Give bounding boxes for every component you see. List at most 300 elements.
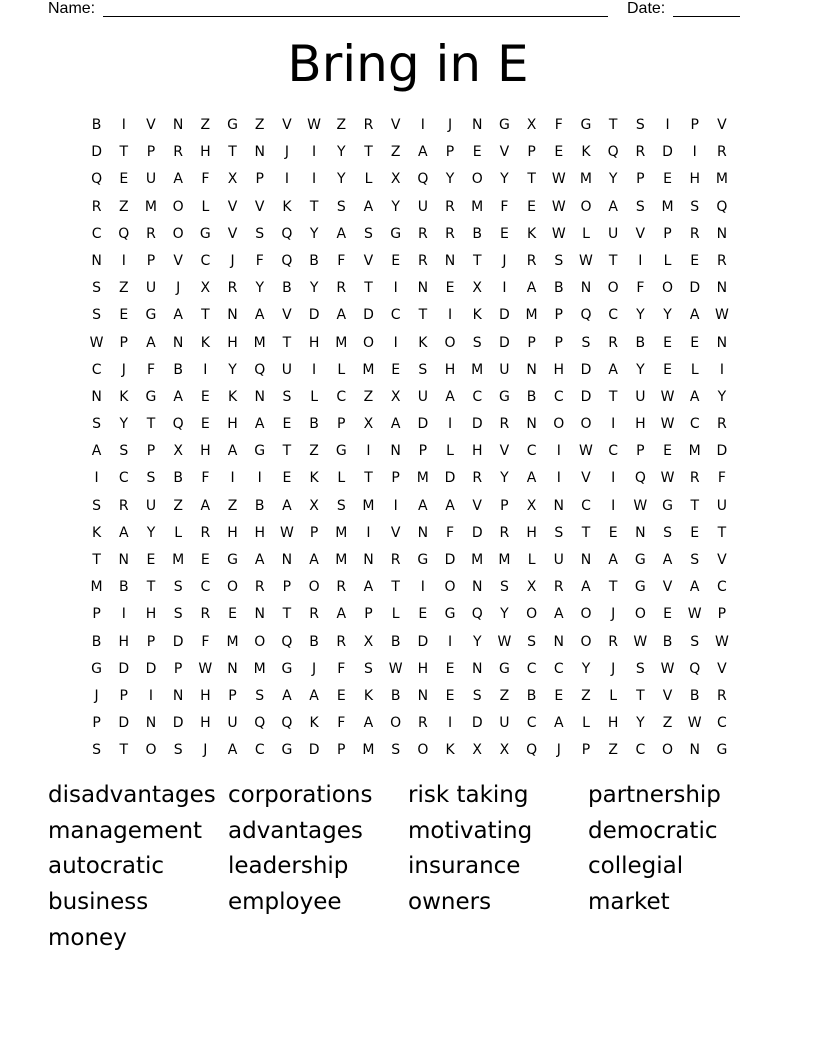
grid-letter[interactable]: R — [200, 524, 211, 541]
grid-letter[interactable]: S — [554, 252, 564, 269]
grid-letter[interactable]: G — [390, 225, 402, 242]
grid-letter[interactable]: I — [393, 497, 398, 514]
grid-letter[interactable]: B — [173, 470, 183, 487]
grid-letter[interactable]: S — [472, 687, 482, 704]
grid-letter[interactable]: S — [635, 198, 645, 215]
grid-letter[interactable]: Y — [472, 633, 482, 650]
grid-letter[interactable]: G — [498, 117, 510, 133]
grid-letter[interactable]: X — [526, 579, 537, 596]
grid-letter[interactable]: X — [363, 633, 374, 650]
grid-letter[interactable]: I — [148, 687, 154, 704]
grid-letter[interactable]: O — [580, 633, 592, 650]
grid-letter[interactable]: M — [661, 198, 674, 215]
grid-letter[interactable]: Q — [254, 361, 266, 378]
grid-letter[interactable]: Q — [689, 660, 701, 677]
grid-letter[interactable]: I — [638, 252, 643, 269]
grid-letter[interactable]: R — [553, 579, 564, 596]
grid-letter[interactable]: J — [502, 252, 507, 269]
grid-letter[interactable]: O — [607, 280, 619, 297]
grid-letter[interactable]: A — [581, 579, 591, 596]
grid-letter[interactable]: N — [471, 579, 483, 596]
grid-letter[interactable]: T — [282, 606, 292, 623]
grid-letter[interactable]: Q — [91, 171, 103, 188]
grid-letter[interactable]: U — [417, 198, 428, 215]
grid-letter[interactable]: Z — [581, 687, 591, 704]
grid-letter[interactable]: R — [635, 144, 646, 161]
grid-letter[interactable]: S — [336, 198, 346, 215]
grid-letter[interactable]: Y — [309, 280, 319, 297]
grid-letter[interactable]: N — [553, 497, 565, 514]
grid-letter[interactable]: A — [418, 497, 428, 514]
grid-letter[interactable]: D — [716, 443, 728, 460]
grid-letter[interactable]: I — [611, 416, 616, 433]
grid-letter[interactable]: W — [388, 660, 403, 677]
grid-letter[interactable]: N — [716, 280, 728, 297]
grid-letter[interactable]: B — [254, 497, 265, 514]
grid-letter[interactable]: N — [526, 416, 537, 433]
grid-letter[interactable]: T — [309, 198, 319, 215]
grid-letter[interactable]: B — [91, 633, 102, 650]
grid-letter[interactable]: N — [118, 552, 130, 568]
grid-letter[interactable]: R — [717, 252, 727, 269]
grid-letter[interactable]: X — [390, 171, 401, 188]
grid-letter[interactable]: U — [608, 225, 619, 242]
grid-letter[interactable]: A — [200, 497, 211, 514]
grid-letter[interactable]: I — [420, 117, 425, 133]
grid-letter[interactable]: M — [471, 361, 484, 378]
grid-letter[interactable]: W — [89, 334, 104, 351]
grid-letter[interactable]: G — [281, 742, 293, 759]
grid-letter[interactable]: V — [390, 117, 401, 133]
grid-letter[interactable]: D — [471, 524, 483, 541]
grid-letter[interactable]: O — [580, 416, 592, 433]
grid-letter[interactable]: K — [200, 334, 210, 351]
grid-letter[interactable]: M — [471, 552, 484, 568]
grid-letter[interactable]: G — [281, 660, 293, 677]
grid-letter[interactable]: I — [312, 144, 317, 161]
grid-letter[interactable]: R — [717, 687, 727, 704]
grid-letter[interactable]: I — [611, 497, 616, 514]
grid-letter[interactable]: T — [472, 252, 482, 269]
grid-letter[interactable]: B — [662, 633, 673, 650]
grid-letter[interactable]: V — [282, 307, 292, 324]
grid-letter[interactable]: U — [499, 715, 510, 732]
grid-letter[interactable]: T — [581, 524, 591, 541]
grid-letter[interactable]: B — [309, 252, 319, 269]
grid-letter[interactable]: P — [527, 334, 536, 351]
grid-letter[interactable]: X — [472, 280, 483, 297]
grid-letter[interactable]: E — [146, 552, 156, 568]
grid-letter[interactable]: V — [173, 252, 183, 269]
grid-letter[interactable]: H — [227, 416, 238, 433]
grid-letter[interactable]: O — [662, 280, 674, 297]
grid-letter[interactable]: H — [553, 361, 565, 378]
grid-letter[interactable]: R — [472, 470, 483, 487]
grid-letter[interactable]: X — [363, 416, 374, 433]
grid-letter[interactable]: W — [307, 117, 322, 133]
grid-letter[interactable]: L — [582, 715, 590, 732]
grid-letter[interactable]: C — [200, 252, 211, 269]
grid-letter[interactable]: H — [607, 715, 619, 732]
grid-letter[interactable]: Y — [636, 307, 645, 324]
grid-letter[interactable]: M — [172, 552, 185, 568]
grid-letter[interactable]: A — [390, 416, 401, 433]
grid-letter[interactable]: V — [499, 144, 510, 161]
grid-letter[interactable]: A — [526, 470, 537, 487]
grid-letter[interactable]: O — [471, 171, 483, 188]
grid-letter[interactable]: A — [173, 388, 183, 405]
grid-letter[interactable]: N — [254, 606, 265, 623]
grid-letter[interactable]: T — [608, 579, 618, 596]
grid-letter[interactable]: H — [444, 361, 456, 378]
grid-letter[interactable]: N — [281, 552, 293, 568]
grid-letter[interactable]: S — [173, 579, 183, 596]
grid-letter[interactable]: P — [418, 443, 428, 460]
grid-letter[interactable]: G — [91, 660, 103, 677]
grid-letter[interactable]: W — [660, 388, 675, 405]
grid-letter[interactable]: G — [254, 443, 266, 460]
grid-letter[interactable]: T — [146, 579, 156, 596]
grid-letter[interactable]: R — [417, 252, 428, 269]
grid-letter[interactable]: P — [146, 633, 156, 650]
grid-letter[interactable]: I — [257, 470, 262, 487]
grid-letter[interactable]: P — [636, 171, 645, 188]
grid-letter[interactable]: P — [119, 334, 128, 351]
grid-letter[interactable]: P — [173, 660, 183, 677]
grid-letter[interactable]: I — [556, 443, 561, 460]
grid-letter[interactable]: E — [690, 524, 700, 541]
grid-letter[interactable]: D — [145, 660, 157, 677]
grid-letter[interactable]: A — [254, 307, 265, 324]
grid-letter[interactable]: V — [472, 497, 482, 514]
grid-letter[interactable]: R — [445, 225, 455, 242]
grid-letter[interactable]: I — [556, 470, 561, 487]
grid-letter[interactable]: M — [253, 660, 266, 677]
grid-letter[interactable]: R — [445, 198, 455, 215]
grid-letter[interactable]: N — [635, 524, 646, 541]
grid-letter[interactable]: I — [447, 307, 453, 324]
grid-letter[interactable]: F — [337, 660, 346, 677]
grid-letter[interactable]: C — [91, 361, 102, 378]
grid-letter[interactable]: D — [172, 715, 184, 732]
grid-letter[interactable]: E — [200, 416, 210, 433]
grid-letter[interactable]: E — [608, 524, 618, 541]
grid-letter[interactable]: W — [714, 633, 729, 650]
grid-letter[interactable]: A — [336, 307, 347, 324]
grid-letter[interactable]: N — [553, 633, 565, 650]
grid-letter[interactable]: A — [173, 171, 183, 188]
grid-letter[interactable]: R — [608, 334, 619, 351]
grid-letter[interactable]: C — [200, 579, 211, 596]
grid-letter[interactable]: N — [172, 687, 184, 704]
grid-letter[interactable]: E — [663, 443, 672, 460]
grid-letter[interactable]: F — [636, 280, 645, 297]
grid-letter[interactable]: K — [527, 225, 537, 242]
grid-letter[interactable]: Z — [390, 144, 401, 161]
grid-letter[interactable]: W — [579, 252, 593, 269]
grid-letter[interactable]: R — [390, 552, 401, 568]
grid-letter[interactable]: L — [174, 524, 183, 541]
grid-letter[interactable]: S — [635, 660, 645, 677]
grid-letter[interactable]: N — [363, 552, 374, 568]
grid-letter[interactable]: N — [526, 361, 537, 378]
grid-letter[interactable]: H — [227, 524, 238, 541]
grid-letter[interactable]: Y — [636, 715, 645, 732]
grid-letter[interactable]: Y — [663, 307, 672, 324]
grid-letter[interactable]: V — [717, 660, 727, 677]
grid-letter[interactable]: S — [173, 742, 183, 759]
grid-letter[interactable]: T — [92, 552, 101, 568]
grid-letter[interactable]: S — [364, 225, 373, 242]
grid-letter[interactable]: F — [717, 470, 726, 487]
grid-letter[interactable]: R — [336, 633, 347, 650]
grid-letter[interactable]: K — [445, 742, 455, 759]
grid-letter[interactable]: B — [553, 280, 564, 297]
grid-letter[interactable]: W — [660, 660, 675, 677]
grid-letter[interactable]: T — [690, 497, 699, 514]
grid-letter[interactable]: O — [553, 416, 565, 433]
grid-letter[interactable]: I — [692, 144, 697, 161]
grid-letter[interactable]: P — [119, 687, 128, 704]
grid-letter[interactable]: I — [719, 361, 724, 378]
grid-letter[interactable]: E — [119, 171, 129, 188]
grid-letter[interactable]: P — [690, 117, 699, 133]
grid-letter[interactable]: M — [525, 307, 538, 324]
grid-letter[interactable]: P — [391, 470, 400, 487]
grid-letter[interactable]: N — [716, 225, 728, 242]
grid-letter[interactable]: P — [255, 171, 264, 188]
grid-letter[interactable]: J — [284, 144, 289, 161]
grid-letter[interactable]: A — [662, 552, 673, 568]
grid-letter[interactable]: H — [200, 715, 211, 732]
grid-letter[interactable]: O — [172, 225, 184, 242]
grid-letter[interactable]: I — [230, 470, 235, 487]
grid-letter[interactable]: H — [118, 633, 130, 650]
grid-letter[interactable]: N — [689, 742, 700, 759]
grid-letter[interactable]: C — [526, 660, 537, 677]
grid-letter[interactable]: S — [119, 443, 129, 460]
grid-letter[interactable]: S — [527, 633, 537, 650]
grid-letter[interactable]: M — [579, 171, 593, 188]
grid-letter[interactable]: I — [312, 171, 317, 188]
grid-letter[interactable]: F — [201, 171, 210, 188]
grid-letter[interactable]: S — [472, 334, 482, 351]
grid-letter[interactable]: A — [173, 307, 183, 324]
grid-letter[interactable]: R — [173, 144, 184, 161]
grid-letter[interactable]: E — [690, 334, 700, 351]
grid-letter[interactable]: O — [390, 715, 402, 732]
grid-letter[interactable]: F — [146, 361, 155, 378]
grid-letter[interactable]: Z — [200, 117, 211, 133]
grid-letter[interactable]: N — [716, 334, 728, 351]
grid-letter[interactable]: I — [665, 117, 670, 133]
grid-letter[interactable]: I — [502, 280, 507, 297]
grid-letter[interactable]: J — [176, 280, 181, 297]
grid-letter[interactable]: T — [364, 470, 373, 487]
grid-letter[interactable]: J — [611, 606, 616, 623]
grid-letter[interactable]: F — [337, 715, 346, 732]
name-field[interactable] — [103, 0, 608, 17]
grid-letter[interactable]: D — [417, 416, 429, 433]
grid-letter[interactable]: Z — [309, 443, 319, 460]
grid-letter[interactable]: R — [689, 470, 700, 487]
grid-letter[interactable]: C — [526, 443, 537, 460]
grid-letter[interactable]: S — [255, 225, 265, 242]
grid-letter[interactable]: S — [92, 280, 102, 297]
grid-letter[interactable]: Z — [118, 198, 129, 215]
grid-letter[interactable]: M — [362, 361, 375, 378]
grid-letter[interactable]: A — [363, 198, 374, 215]
grid-letter[interactable]: D — [499, 334, 510, 351]
grid-letter[interactable]: C — [553, 388, 564, 405]
grid-letter[interactable]: E — [200, 552, 210, 568]
grid-letter[interactable]: P — [527, 144, 536, 161]
grid-letter[interactable]: H — [308, 334, 320, 351]
grid-letter[interactable]: S — [92, 307, 102, 324]
grid-letter[interactable]: T — [201, 307, 210, 324]
grid-letter[interactable]: R — [146, 225, 156, 242]
grid-letter[interactable]: D — [689, 280, 701, 297]
grid-letter[interactable]: M — [144, 198, 158, 215]
grid-letter[interactable]: H — [417, 660, 429, 677]
grid-letter[interactable]: T — [228, 144, 237, 161]
grid-letter[interactable]: M — [362, 742, 375, 759]
grid-letter[interactable]: V — [635, 225, 646, 242]
grid-letter[interactable]: D — [417, 633, 429, 650]
grid-letter[interactable]: G — [417, 552, 429, 568]
grid-letter[interactable]: U — [553, 552, 564, 568]
grid-letter[interactable]: T — [717, 524, 727, 541]
grid-letter[interactable]: O — [417, 742, 429, 759]
grid-letter[interactable]: W — [551, 198, 566, 215]
grid-letter[interactable]: E — [663, 361, 672, 378]
grid-letter[interactable]: Y — [445, 171, 455, 188]
grid-letter[interactable]: A — [118, 524, 129, 541]
grid-letter[interactable]: U — [145, 171, 157, 188]
grid-letter[interactable]: D — [444, 552, 456, 568]
grid-letter[interactable]: W — [687, 715, 702, 732]
grid-letter[interactable]: E — [527, 198, 537, 215]
grid-letter[interactable]: Q — [118, 225, 130, 242]
grid-letter[interactable]: Q — [281, 715, 293, 732]
grid-letter[interactable]: A — [526, 280, 537, 297]
grid-letter[interactable]: A — [553, 606, 564, 623]
grid-letter[interactable]: P — [717, 606, 727, 623]
grid-letter[interactable]: T — [608, 252, 618, 269]
grid-letter[interactable]: A — [608, 198, 618, 215]
grid-letter[interactable]: U — [281, 361, 293, 378]
grid-letter[interactable]: A — [309, 552, 319, 568]
grid-letter[interactable]: A — [363, 579, 374, 596]
grid-letter[interactable]: O — [444, 334, 456, 351]
grid-letter[interactable]: M — [688, 443, 701, 460]
grid-letter[interactable]: X — [499, 742, 510, 759]
grid-letter[interactable]: V — [254, 198, 265, 215]
grid-letter[interactable]: V — [581, 470, 591, 487]
grid-letter[interactable]: Y — [228, 361, 237, 378]
grid-letter[interactable]: U — [716, 497, 728, 514]
grid-letter[interactable]: S — [690, 198, 700, 215]
grid-letter[interactable]: P — [554, 307, 563, 324]
grid-letter[interactable]: B — [526, 687, 537, 704]
grid-letter[interactable]: I — [284, 171, 289, 188]
grid-letter[interactable]: D — [363, 307, 374, 324]
grid-letter[interactable]: K — [309, 715, 319, 732]
grid-letter[interactable]: J — [121, 361, 126, 378]
grid-letter[interactable]: E — [282, 416, 292, 433]
grid-letter[interactable]: N — [91, 388, 102, 405]
grid-letter[interactable]: B — [173, 361, 183, 378]
grid-letter[interactable]: C — [553, 660, 564, 677]
grid-letter[interactable]: A — [227, 443, 238, 460]
grid-letter[interactable]: Z — [499, 687, 510, 704]
grid-letter[interactable]: E — [663, 606, 672, 623]
grid-letter[interactable]: A — [689, 579, 700, 596]
grid-letter[interactable]: W — [633, 497, 648, 514]
grid-letter[interactable]: S — [663, 524, 672, 541]
grid-letter[interactable]: Z — [173, 497, 183, 514]
grid-letter[interactable]: I — [447, 633, 453, 650]
grid-letter[interactable]: S — [635, 117, 645, 133]
grid-letter[interactable]: L — [446, 443, 454, 460]
grid-letter[interactable]: H — [200, 443, 211, 460]
grid-letter[interactable]: G — [145, 307, 157, 324]
grid-letter[interactable]: A — [608, 552, 618, 568]
grid-letter[interactable]: Y — [581, 660, 591, 677]
grid-letter[interactable]: D — [662, 144, 673, 161]
grid-letter[interactable]: K — [309, 470, 319, 487]
grid-letter[interactable]: I — [203, 361, 208, 378]
grid-letter[interactable]: R — [608, 633, 619, 650]
grid-letter[interactable]: D — [118, 660, 130, 677]
grid-letter[interactable]: S — [690, 552, 700, 568]
grid-letter[interactable]: C — [336, 388, 347, 405]
grid-letter[interactable]: P — [581, 742, 591, 759]
grid-letter[interactable]: G — [444, 606, 456, 623]
grid-letter[interactable]: N — [145, 715, 157, 732]
grid-letter[interactable]: S — [92, 497, 102, 514]
grid-letter[interactable]: L — [582, 225, 590, 242]
grid-letter[interactable]: V — [146, 117, 156, 133]
grid-letter[interactable]: D — [308, 742, 320, 759]
grid-letter[interactable]: X — [309, 497, 319, 514]
grid-letter[interactable]: N — [227, 307, 238, 324]
grid-letter[interactable]: J — [94, 687, 99, 704]
grid-letter[interactable]: P — [92, 606, 101, 623]
grid-letter[interactable]: T — [146, 416, 156, 433]
grid-letter[interactable]: X — [227, 171, 238, 188]
grid-letter[interactable]: Y — [717, 388, 727, 405]
grid-letter[interactable]: C — [717, 579, 727, 596]
grid-letter[interactable]: T — [608, 388, 618, 405]
grid-letter[interactable]: B — [309, 416, 319, 433]
grid-letter[interactable]: Y — [146, 524, 156, 541]
grid-letter[interactable]: C — [390, 307, 401, 324]
grid-letter[interactable]: L — [391, 606, 400, 623]
grid-letter[interactable]: H — [200, 144, 211, 161]
grid-letter[interactable]: G — [634, 552, 646, 568]
grid-letter[interactable]: I — [121, 252, 126, 269]
grid-letter[interactable]: G — [199, 225, 211, 242]
grid-letter[interactable]: C — [717, 715, 727, 732]
grid-letter[interactable]: F — [201, 633, 210, 650]
grid-letter[interactable]: A — [91, 443, 102, 460]
grid-letter[interactable]: P — [146, 443, 156, 460]
grid-letter[interactable]: H — [635, 416, 646, 433]
grid-letter[interactable]: S — [690, 633, 700, 650]
grid-letter[interactable]: A — [336, 606, 347, 623]
grid-letter[interactable]: M — [416, 470, 429, 487]
